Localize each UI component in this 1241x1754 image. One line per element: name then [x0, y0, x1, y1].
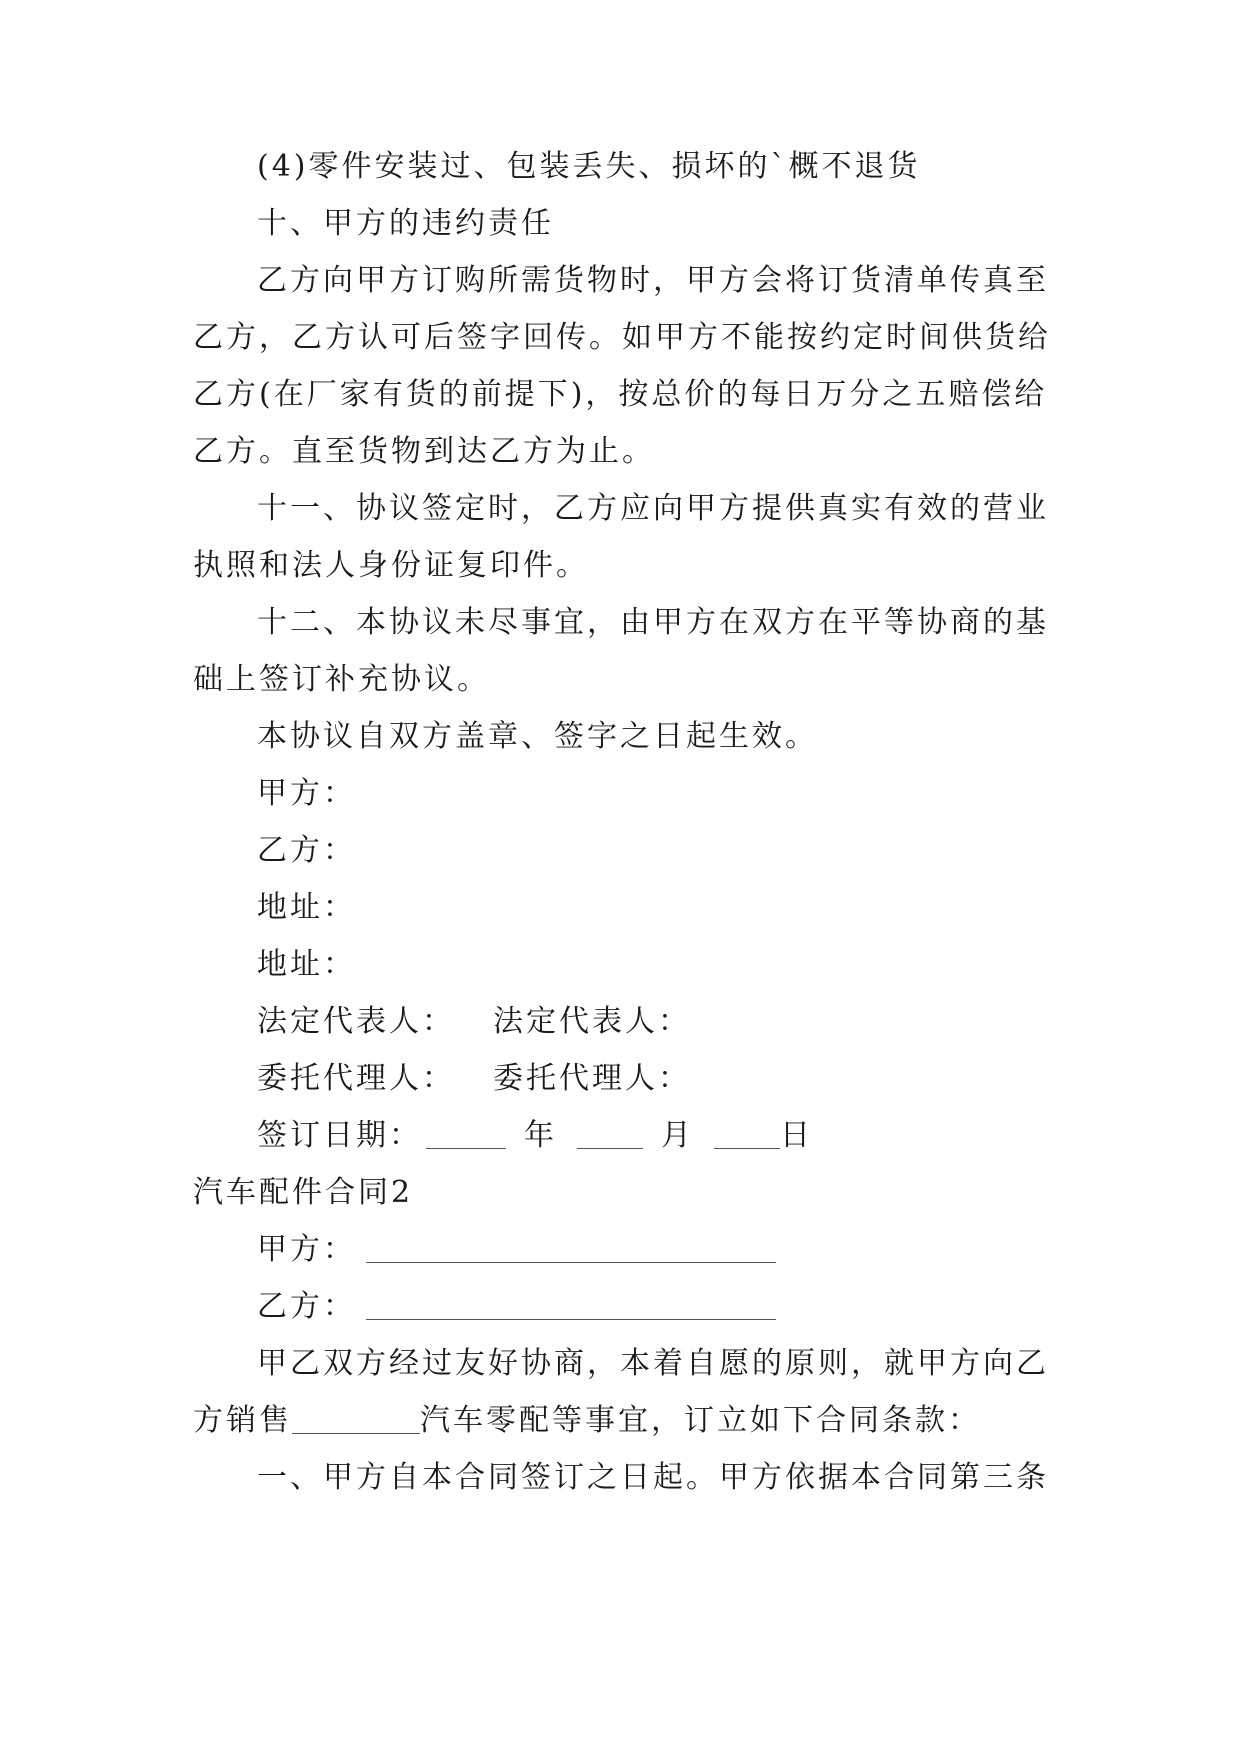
paragraph-line: 执照和法人身份证复印件。: [193, 548, 589, 583]
intro-text-start: 方销售: [193, 1403, 292, 1438]
paragraph-line: 乙方。直至货物到达乙方为止。: [193, 434, 655, 469]
paragraph-line: 十一、协议签定时，乙方应向甲方提供真实有效的营业: [257, 491, 1049, 526]
paragraph-line: 一、甲方自本合同签订之日起。甲方依据本合同第三条: [257, 1460, 1049, 1495]
party-a-label: 甲方：: [257, 776, 356, 811]
month-label: 月: [661, 1118, 694, 1153]
contract2-party-b-row: [257, 1285, 1073, 1329]
legal-rep-b-label: 法定代表人：: [493, 1004, 691, 1039]
paragraph-line: 乙方向甲方订购所需货物时，甲方会将订货清单传真至: [257, 263, 1049, 298]
day-label: 日: [780, 1118, 813, 1153]
paragraph-line: 十二、本协议未尽事宜，由甲方在双方在平等协商的基: [257, 605, 1049, 640]
paragraph-line: 础上签订补充协议。: [193, 662, 490, 697]
contract2-party-a-row: [257, 1228, 1073, 1272]
legal-rep-a-label: 法定代表人：: [257, 1004, 455, 1039]
paragraph-line: 甲乙双方经过友好协商，本着自愿的原则，就甲方向乙: [257, 1346, 1049, 1381]
contract-title: 汽车配件合同2: [193, 1175, 414, 1210]
paragraph-line: (4)零件安装过、包装丢失、损坏的`概不退货: [257, 149, 921, 184]
address-label: 地址：: [257, 947, 356, 982]
legal-representative-row: [257, 1000, 1073, 1044]
address-label: 地址：: [257, 890, 356, 925]
paragraph-line: 乙方，乙方认可后签字回传。如甲方不能按约定时间供货给: [193, 320, 1051, 355]
contract2-party-a-label: 甲方：: [257, 1232, 356, 1267]
sign-date-label: 签订日期：: [257, 1118, 422, 1153]
product-blank: [292, 1403, 420, 1434]
party-b-label: 乙方：: [257, 833, 356, 868]
contract2-party-b-label: 乙方：: [257, 1289, 356, 1324]
paragraph-line: [193, 1399, 1073, 1443]
section-heading: 十、甲方的违约责任: [257, 206, 554, 241]
agent-row: [257, 1057, 1073, 1101]
year-blank: [426, 1118, 506, 1149]
sign-date-row: [257, 1114, 1073, 1158]
paragraph-line: 本协议自双方盖章、签字之日起生效。: [257, 719, 818, 754]
day-blank: [714, 1118, 780, 1149]
party-a-blank: [366, 1232, 776, 1263]
month-blank: [577, 1118, 643, 1149]
agent-b-label: 委托代理人：: [493, 1061, 691, 1096]
paragraph-line: 乙方(在厂家有货的前提下)，按总价的每日万分之五赔偿给: [193, 377, 1048, 412]
party-b-blank: [366, 1289, 776, 1320]
agent-a-label: 委托代理人：: [257, 1061, 455, 1096]
intro-text-end: 汽车零配等事宜，订立如下合同条款：: [420, 1403, 981, 1438]
year-label: 年: [524, 1118, 557, 1153]
